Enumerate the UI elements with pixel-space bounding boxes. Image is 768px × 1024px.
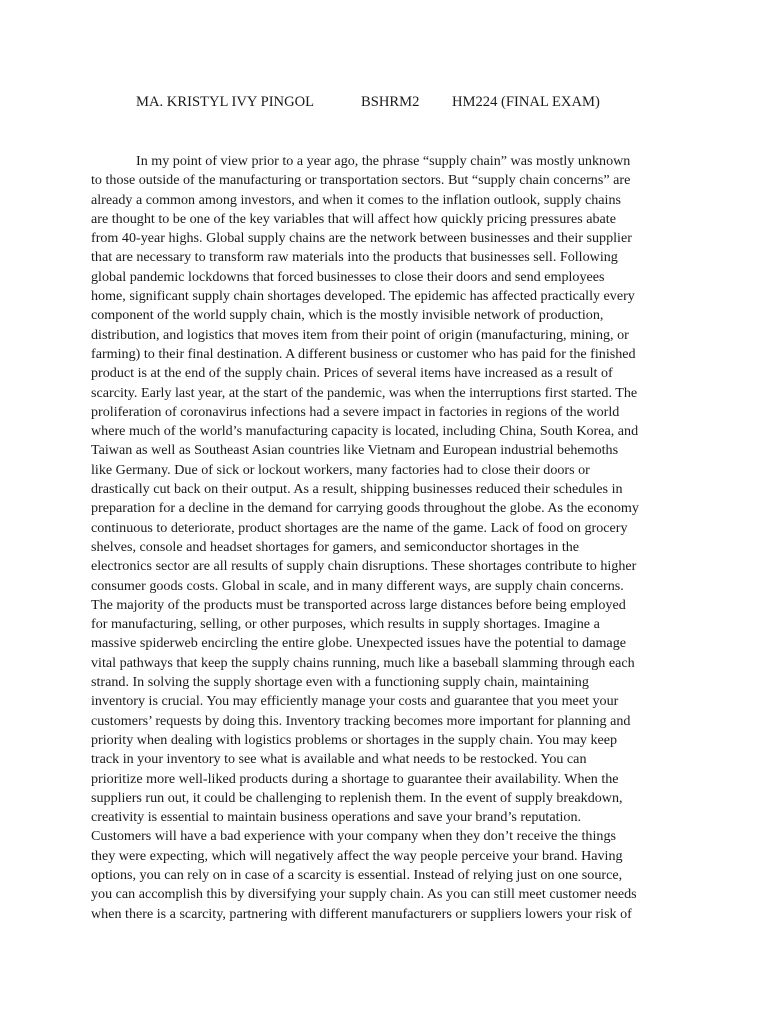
essay-line: Taiwan as well as Southeast Asian countries like Vietnam and European industrial behemoths (91, 442, 619, 459)
essay-line: home, significant supply chain shortages developed. The epidemic has affected practically every (91, 288, 635, 305)
essay-line: are thought to be one of the key variables that will affect how quickly pricing pressures abate (91, 210, 616, 227)
essay-line: options, you can rely on in case of a scarcity is essential. Instead of relying just on one source, (91, 866, 623, 883)
essay-line: massive spiderweb encircling the entire globe. Unexpected issues have the potential to damage (91, 635, 626, 652)
student-name: MA. KRISTYL IVY PINGOL (136, 94, 315, 110)
essay-line: they were expecting, which will negatively affect the way people perceive your brand. Having (91, 847, 623, 864)
essay-line: proliferation of coronavirus infections had a severe impact in factories in regions of the world (91, 403, 620, 420)
essay-line: to those outside of the manufacturing or transportation sectors. But “supply chain concerns” are (91, 172, 631, 189)
essay-line: inventory is crucial. You may efficiently manage your costs and guarantee that you meet your (91, 693, 619, 710)
essay-line: Customers will have a bad experience with your company when they don’t receive the things (91, 828, 616, 845)
essay-line: global pandemic lockdowns that forced businesses to close their doors and send employees (91, 268, 605, 285)
essay-line: suppliers run out, it could be challenging to replenish them. In the event of supply breakdown, (91, 789, 623, 806)
essay-line: drastically cut back on their output. As a result, shipping businesses reduced their schedules in (91, 481, 623, 498)
essay-line: prioritize more well-liked products during a shortage to guarantee their availability. When the (91, 770, 619, 787)
essay-line: that are necessary to transform raw materials into the products that businesses sell. Following (91, 249, 618, 266)
essay-line: scarcity. Early last year, at the start of the pandemic, was when the interruptions first started. The (91, 384, 638, 401)
essay-line: vital pathways that keep the supply chains running, much like a baseball slamming through each (91, 654, 635, 671)
essay-line: when there is a scarcity, partnering with different manufacturers or suppliers lowers your risk of (91, 905, 632, 922)
essay-line: priority when dealing with logistics problems or shortages in the supply chain. You may keep (91, 731, 618, 748)
essay-line: where much of the world’s manufacturing capacity is located, including China, South Korea, and (91, 423, 639, 440)
essay-line: for manufacturing, selling, or other purposes, which results in supply shortages. Imagine a (91, 616, 600, 633)
essay-line: farming) to their final destination. A different business or customer who has paid for the finished (91, 345, 636, 362)
essay-line: electronics sector are all results of supply chain disruptions. These shortages contribute to higher (91, 558, 637, 575)
essay-line: customers’ requests by doing this. Inventory tracking becomes more important for planning and (91, 712, 631, 729)
essay-line: like Germany. Due of sick or lockout workers, many factories had to close their doors or (91, 461, 590, 478)
essay-line: from 40-year highs. Global supply chains are the network between businesses and their supplier (91, 230, 632, 247)
essay-body (91, 152, 691, 924)
essay-line: product is at the end of the supply chain. Prices of several items have increased as a result of (91, 365, 613, 382)
essay-line: preparation for a decline in the demand for carrying goods throughout the globe. As the economy (91, 500, 639, 517)
essay-line: component of the world supply chain, which is the mostly invisible network of production, (91, 307, 604, 324)
essay-line: continuous to deteriorate, product shortages are the name of the game. Lack of food on grocery (91, 519, 628, 536)
essay-line: shelves, console and headset shortages for gamers, and semiconductor shortages in the (91, 538, 580, 555)
essay-line: creativity is essential to maintain business operations and save your brand’s reputation. (91, 809, 582, 826)
exam-title: HM224 (FINAL EXAM) (452, 94, 600, 110)
document-header (0, 91, 768, 113)
course-code: BSHRM2 (361, 94, 420, 110)
essay-line: already a common among investors, and when it comes to the inflation outlook, supply chains (91, 191, 621, 208)
essay-line: you can accomplish this by diversifying your supply chain. As you can still meet customer needs (91, 886, 637, 903)
essay-line: consumer goods costs. Global in scale, and in many different ways, are supply chain concerns. (91, 577, 624, 594)
essay-line: track in your inventory to see what is available and what needs to be restocked. You can (91, 751, 587, 768)
essay-line: The majority of the products must be transported across large distances before being employed (91, 596, 626, 613)
essay-line: distribution, and logistics that moves item from their point of origin (manufacturing, mining, or (91, 326, 629, 343)
essay-line: strand. In solving the supply shortage even with a functioning supply chain, maintaining (91, 674, 589, 691)
essay-line: In my point of view prior to a year ago, the phrase “supply chain” was mostly unknown (136, 153, 631, 169)
